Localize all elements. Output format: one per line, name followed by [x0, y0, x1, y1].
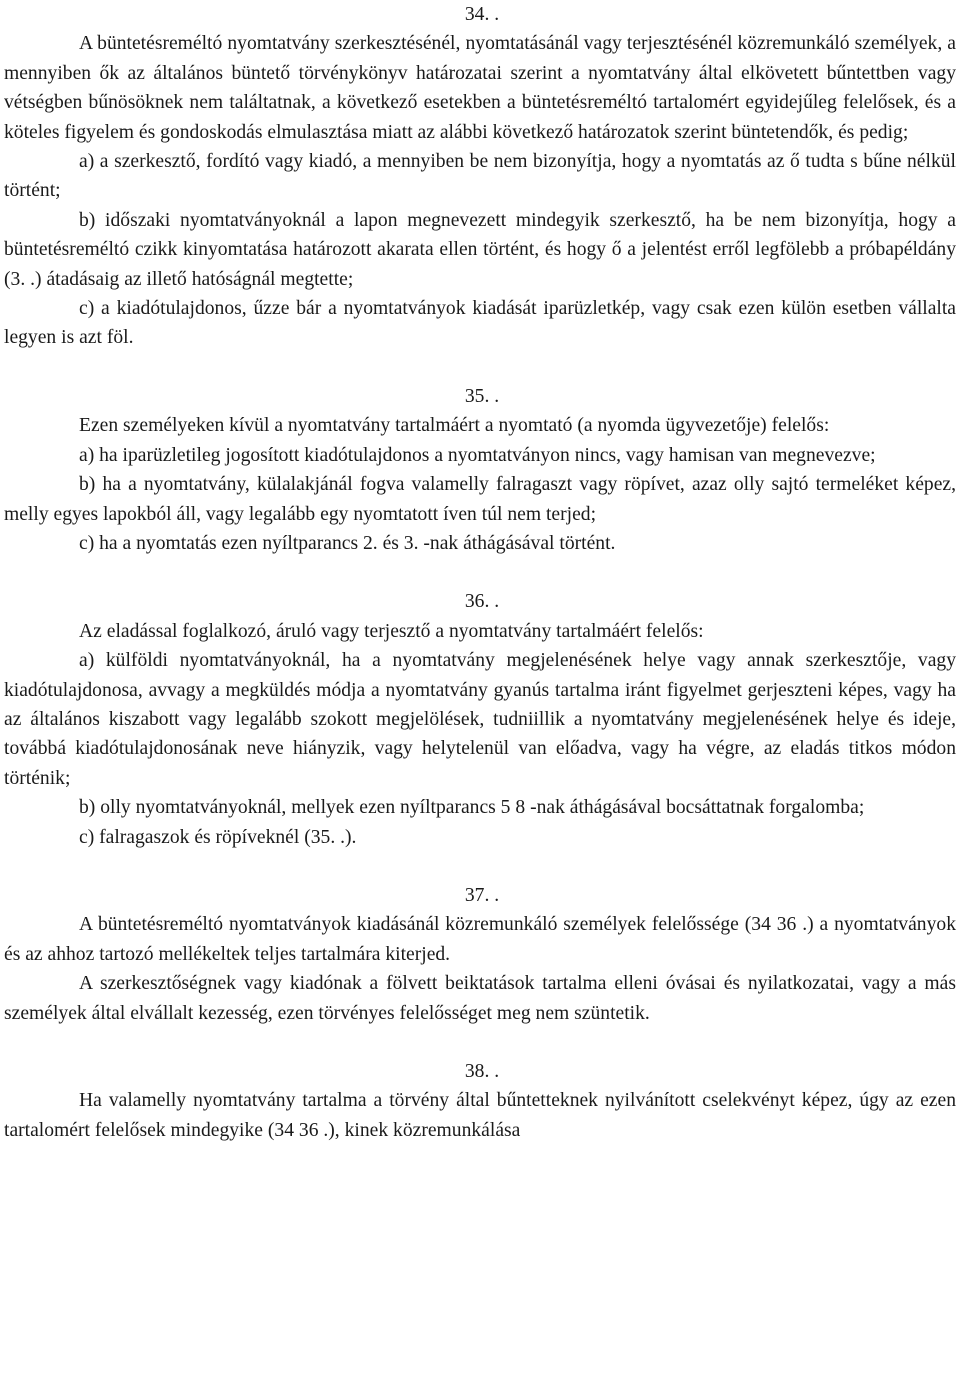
- paragraph: c) falragaszok és röpíveknél (35. .).: [79, 826, 357, 848]
- paragraph: a) ha iparüzletileg jogosított kiadótulajdonos a nyomtatványon nincs, vagy hamisan van megnevezve;: [79, 444, 876, 466]
- section-heading: 37. .: [464, 884, 500, 906]
- section-heading: 36. .: [464, 591, 500, 613]
- paragraph: b) olly nyomtatványoknál, mellyek ezen nyíltparancs 5 8 -nak áthágásával bocsáttatnak forgalomba;: [79, 797, 865, 819]
- paragraph: Ha valamelly nyomtatvány tartalma a törvény által bűntetteknek nyilvánított cselekvényt képez, úgy az ezen tartalomért felelősek mindegyike (34 36 .), kinek közremunkálása: [4, 1090, 956, 1141]
- paragraph: A büntetésreméltó nyomtatvány szerkesztésénél, nyomtatásánál vagy terjesztésénél közremunkáló személyek, a mennyiben ők az általános büntető törvénykönyv határozatai szerint a nyomtatvány által elkövetett bűntettben vagy vétségben bűnösöknek nem találtatnak, a következő esetekben a büntetésreméltó tartalomért egyidejűleg felelősek, és a köteles figyelem és gondoskodás elmulasztása miatt az alábbi következő határozatok szerint büntetendők, és pedig;: [4, 33, 956, 143]
- section-35: [4, 382, 956, 558]
- section-36: [4, 587, 956, 852]
- document-page: [4, 0, 956, 1145]
- paragraph: c) ha a nyomtatás ezen nyíltparancs 2. és 3. -nak áthágásával történt.: [79, 532, 616, 554]
- section-38: [4, 1057, 956, 1145]
- paragraph: A büntetésreméltó nyomtatványok kiadásánál közremunkáló személyek felelőssége (34 36 .) a nyomtatványok és az ahhoz tartozó mellékeltek teljes tartalmára kiterjed.: [4, 914, 956, 965]
- paragraph: Ezen személyeken kívül a nyomtatvány tartalmáért a nyomtató (a nyomda ügyvezetője) felelős:: [79, 415, 830, 437]
- paragraph: b) ha a nyomtatvány, külalakjánál fogva valamelly falragaszt vagy röpívet, azaz olly sajtó termeléket képez, melly egyes lapokból áll, vagy legalább egy nyomtatott íven túl nem terjed;: [4, 474, 956, 525]
- paragraph: c) a kiadótulajdonos, űzze bár a nyomtatványok kiadását iparüzletkép, vagy csak ezen külön esetben vállalta legyen is azt föl.: [4, 298, 956, 349]
- paragraph: a) külföldi nyomtatványoknál, ha a nyomtatvány megjelenésének helye vagy annak szerkesztője, vagy kiadótulajdonosa, avvagy a megküldés módja a nyomtatvány gyanús tartalma iránt figyelmet gerjeszteni képes, vagy ha az általános kiszabott vagy legalább szokott megjelölések, tudniillik a nyomtatvány megjelenésének helye és ideje, továbbá kiadótulajdonosának neve hiányzik, vagy helytelenül van előadva, vagy ha végre, az eladás titkos módon történik;: [4, 650, 956, 789]
- section-heading: 38. .: [464, 1061, 500, 1082]
- paragraph: a) a szerkesztő, fordító vagy kiadó, a mennyiben be nem bizonyítja, hogy a nyomtatás az ő tudta s bűne nélkül történt;: [4, 151, 956, 202]
- paragraph: b) időszaki nyomtatványoknál a lapon megnevezett mindegyik szerkesztő, ha be nem bizonyítja, hogy a büntetésreméltó czikk kinyomtatása határozott akarata ellen történt, és hogy ő a jelentést erről legfölebb a próbapéldány (3. .) átadásaig az illető hatóságnál megtette;: [4, 209, 956, 290]
- paragraph: Az eladással foglalkozó, áruló vagy terjesztő a nyomtatvány tartalmáért felelős:: [79, 620, 704, 642]
- section-heading: 34. .: [464, 4, 500, 25]
- paragraph: A szerkesztőségnek vagy kiadónak a fölvett beiktatások tartalma elleni óvásai és nyilatkozatai, vagy a más személyek által elvállalt kezesség, ezen törvényes felelősséget meg nem szüntetik.: [4, 973, 956, 1024]
- section-heading: 35. .: [464, 385, 500, 407]
- section-37: [4, 881, 956, 1028]
- section-34: [4, 0, 956, 353]
